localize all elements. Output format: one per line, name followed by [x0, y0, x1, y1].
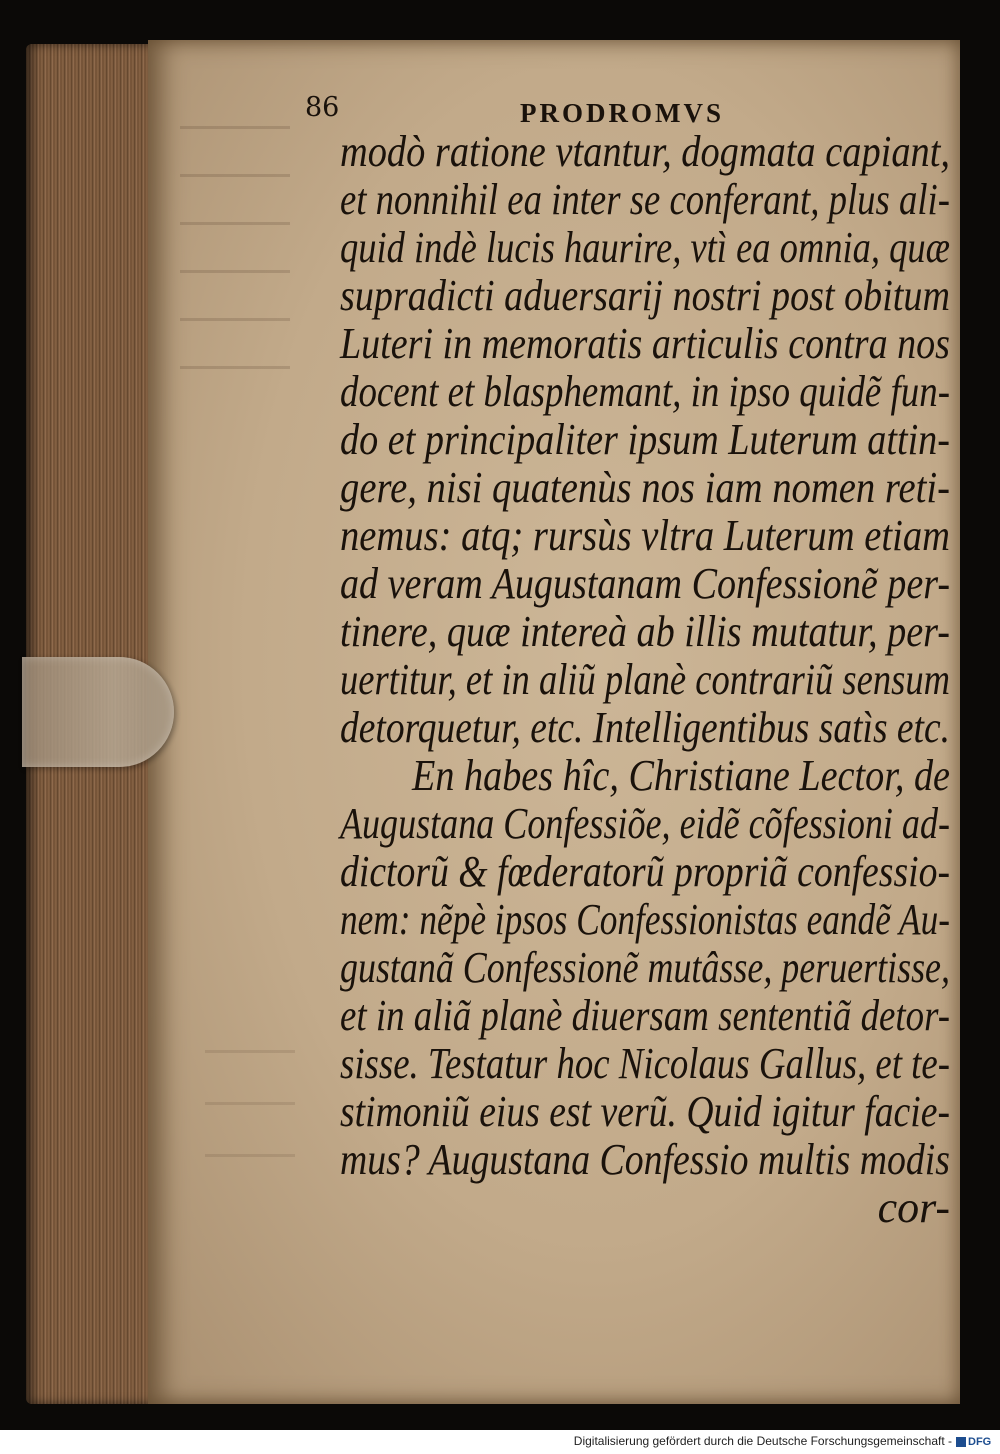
text-line: detorquetur, etc. Intelligentibus satìs etc. [340, 703, 950, 752]
show-through-text [180, 100, 290, 400]
text-line: mus? Augustana Confessio multis modis [340, 1135, 950, 1184]
text-line: supradicti aduersarij nostri post obitum [340, 271, 950, 320]
text-line-paragraph-start: En habes hîc, Christiane Lector, de [412, 751, 950, 800]
text-line: et in aliã planè diuersam sententiã detor- [340, 991, 950, 1040]
dfg-logo-text: DFG [968, 1436, 992, 1448]
text-line: gere, nisi quatenùs nos iam nomen reti- [340, 463, 950, 512]
show-through-text-lower [205, 1020, 295, 1200]
footer-bar [0, 1430, 1000, 1454]
dfg-logo-icon [956, 1437, 966, 1447]
text-line: ad veram Augustanam Confessionẽ per- [340, 559, 950, 608]
text-line: modò ratione vtantur, dogmata capiant, [340, 127, 950, 176]
dfg-logo [956, 1433, 996, 1451]
catchword: cor- [877, 1183, 950, 1232]
text-line: do et principaliter ipsum Luterum attin- [340, 415, 950, 464]
text-line: quid indè lucis haurire, vtì ea omnia, quæ [340, 223, 950, 272]
text-line: et nonnihil ea inter se conferant, plus ali- [340, 175, 950, 224]
text-line: docent et blasphemant, in ipso quidẽ fun- [340, 367, 950, 416]
text-line: gustanã Confessionẽ mutâsse, peruertisse, [340, 943, 950, 992]
page-number: 86 [305, 92, 340, 123]
text-line: nemus: atq; rursùs vltra Luterum etiam [340, 511, 950, 560]
text-line: dictorũ & fœderatorũ propriã confessio- [340, 847, 950, 896]
body-text [340, 128, 950, 1232]
page-clip [22, 657, 174, 767]
funding-credit: Digitalisierung gefördert durch die Deutsche Forschungsgemeinschaft - [573, 1434, 952, 1448]
text-line: sisse. Testatur hoc Nicolaus Gallus, et te- [340, 1039, 950, 1088]
text-line: nem: nẽpè ipsos Confessionistas eandẽ Au- [340, 895, 950, 944]
text-line: tinere, quæ intereà ab illis mutatur, per- [340, 607, 950, 656]
text-line: Augustana Confessiõe, eidẽ cõfessioni ad- [340, 799, 950, 848]
text-line: stimoniũ eius est verũ. Quid igitur facie- [340, 1087, 950, 1136]
running-head: PRODROMVS [520, 98, 724, 128]
text-line: uertitur, et in aliũ planè contrariũ sensum [340, 655, 950, 704]
text-line: Luteri in memoratis articulis contra nos [340, 319, 950, 368]
